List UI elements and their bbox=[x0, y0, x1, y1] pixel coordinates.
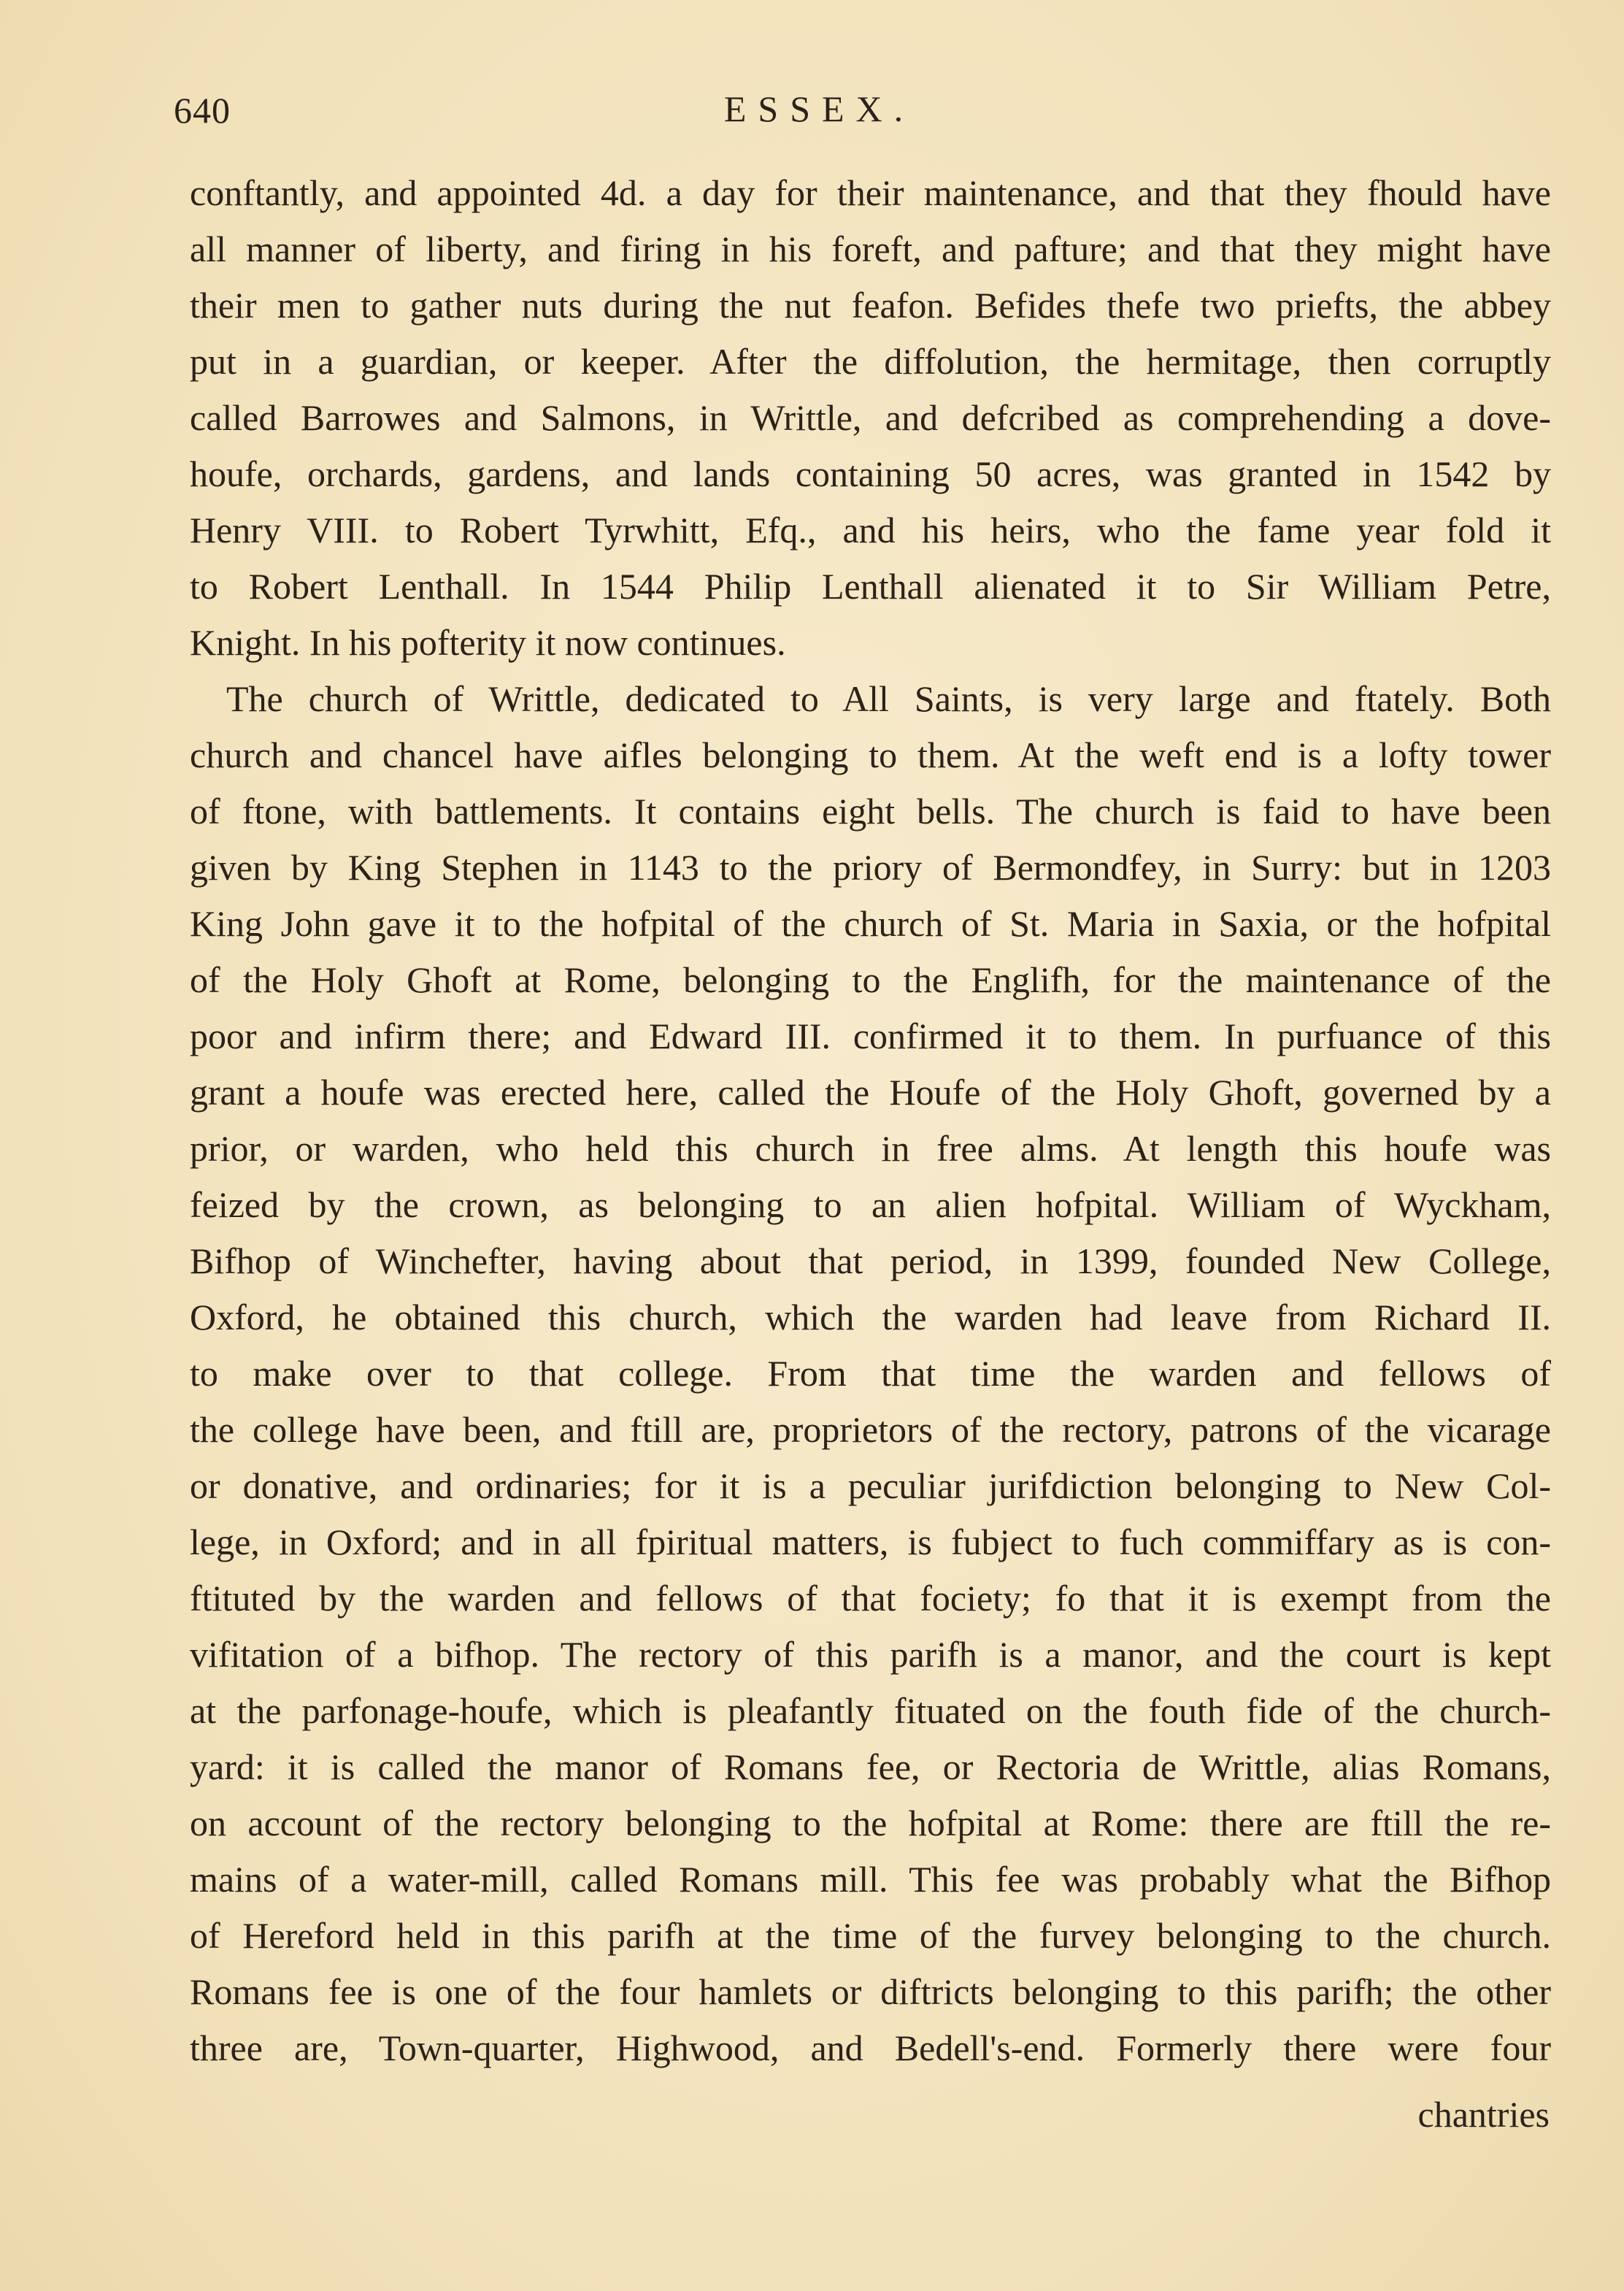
text-line: three are, Town-quarter, Highwood, and Bedell's-end. Formerly there were four bbox=[190, 2027, 1551, 2068]
running-head: ESSEX. bbox=[723, 88, 915, 129]
text-line: feized by the crown, as belonging to an alien hofpital. William of Wyckham, bbox=[190, 1184, 1551, 1225]
text-line: church and chancel have aifles belonging to them. At the weft end is a lofty tower bbox=[190, 734, 1551, 775]
text-line: Bifhop of Winchefter, having about that period, in 1399, founded New College, bbox=[190, 1240, 1551, 1281]
text-line: The church of Writtle, dedicated to All Saints, is very large and ftately. Both bbox=[226, 678, 1551, 719]
text-line: or donative, and ordinaries; for it is a peculiar jurifdiction belonging to New Col- bbox=[190, 1465, 1551, 1506]
text-line: Romans fee is one of the four hamlets or diftricts belonging to this parifh; the other bbox=[190, 1971, 1551, 2012]
catchword: chantries bbox=[1417, 2094, 1550, 2135]
text-line: called Barrowes and Salmons, in Writtle, and defcribed as comprehending a dove- bbox=[190, 397, 1551, 438]
text-line: conftantly, and appointed 4d. a day for their maintenance, and that they fhould have bbox=[190, 172, 1551, 213]
text-line: Oxford, he obtained this church, which the warden had leave from Richard II. bbox=[190, 1297, 1551, 1338]
text-line: prior, or warden, who held this church in free alms. At length this houfe was bbox=[190, 1128, 1551, 1169]
text-line: poor and infirm there; and Edward III. confirmed it to them. In purfuance of this bbox=[190, 1016, 1551, 1056]
text-line: the college have been, and ftill are, proprietors of the rectory, patrons of the vicarage bbox=[190, 1409, 1551, 1450]
text-line: of the Holy Ghoft at Rome, belonging to the Englifh, for the maintenance of the bbox=[190, 959, 1551, 1000]
text-line: Henry VIII. to Robert Tyrwhitt, Efq., and his heirs, who the fame year fold it bbox=[190, 510, 1551, 550]
text-line: at the parfonage-houfe, which is pleafantly fituated on the fouth fide of the church- bbox=[190, 1690, 1551, 1731]
text-line: put in a guardian, or keeper. After the diffolution, the hermitage, then corruptly bbox=[190, 341, 1551, 382]
text-line: of Hereford held in this parifh at the time of the furvey belonging to the church. bbox=[190, 1915, 1551, 1956]
body-text bbox=[190, 165, 1551, 2076]
text-line: grant a houfe was erected here, called the Houfe of the Holy Ghoft, governed by a bbox=[190, 1072, 1551, 1113]
text-line: houfe, orchards, gardens, and lands containing 50 acres, was granted in 1542 by bbox=[190, 453, 1551, 494]
text-line: mains of a water-mill, called Romans mill. This fee was probably what the Bifhop bbox=[190, 1859, 1551, 1900]
text-line: to Robert Lenthall. In 1544 Philip Lenthall alienated it to Sir William Petre, bbox=[190, 566, 1551, 607]
text-line: ftituted by the warden and fellows of that fociety; fo that it is exempt from the bbox=[190, 1578, 1551, 1619]
text-line: to make over to that college. From that time the warden and fellows of bbox=[190, 1353, 1551, 1394]
text-line: on account of the rectory belonging to the hofpital at Rome: there are ftill the re- bbox=[190, 1803, 1551, 1843]
text-line: vifitation of a bifhop. The rectory of this parifh is a manor, and the court is kept bbox=[190, 1634, 1551, 1675]
text-line: King John gave it to the hofpital of the church of St. Maria in Saxia, or the hofpital bbox=[190, 903, 1551, 944]
text-line: all manner of liberty, and firing in his foreft, and pafture; and that they might have bbox=[190, 229, 1551, 269]
page-number: 640 bbox=[174, 90, 231, 131]
text-line: lege, in Oxford; and in all fpiritual matters, is fubject to fuch commiffary as is con- bbox=[190, 1521, 1551, 1562]
text-line: of ftone, with battlements. It contains eight bells. The church is faid to have been bbox=[190, 791, 1551, 832]
text-line: Knight. In his pofterity it now continues. bbox=[190, 622, 786, 663]
text-line: given by King Stephen in 1143 to the priory of Bermondfey, in Surry: but in 1203 bbox=[190, 847, 1551, 888]
text-line: their men to gather nuts during the nut feafon. Befides thefe two priefts, the abbey bbox=[190, 285, 1551, 326]
text-line: yard: it is called the manor of Romans fee, or Rectoria de Writtle, alias Romans, bbox=[190, 1746, 1551, 1787]
